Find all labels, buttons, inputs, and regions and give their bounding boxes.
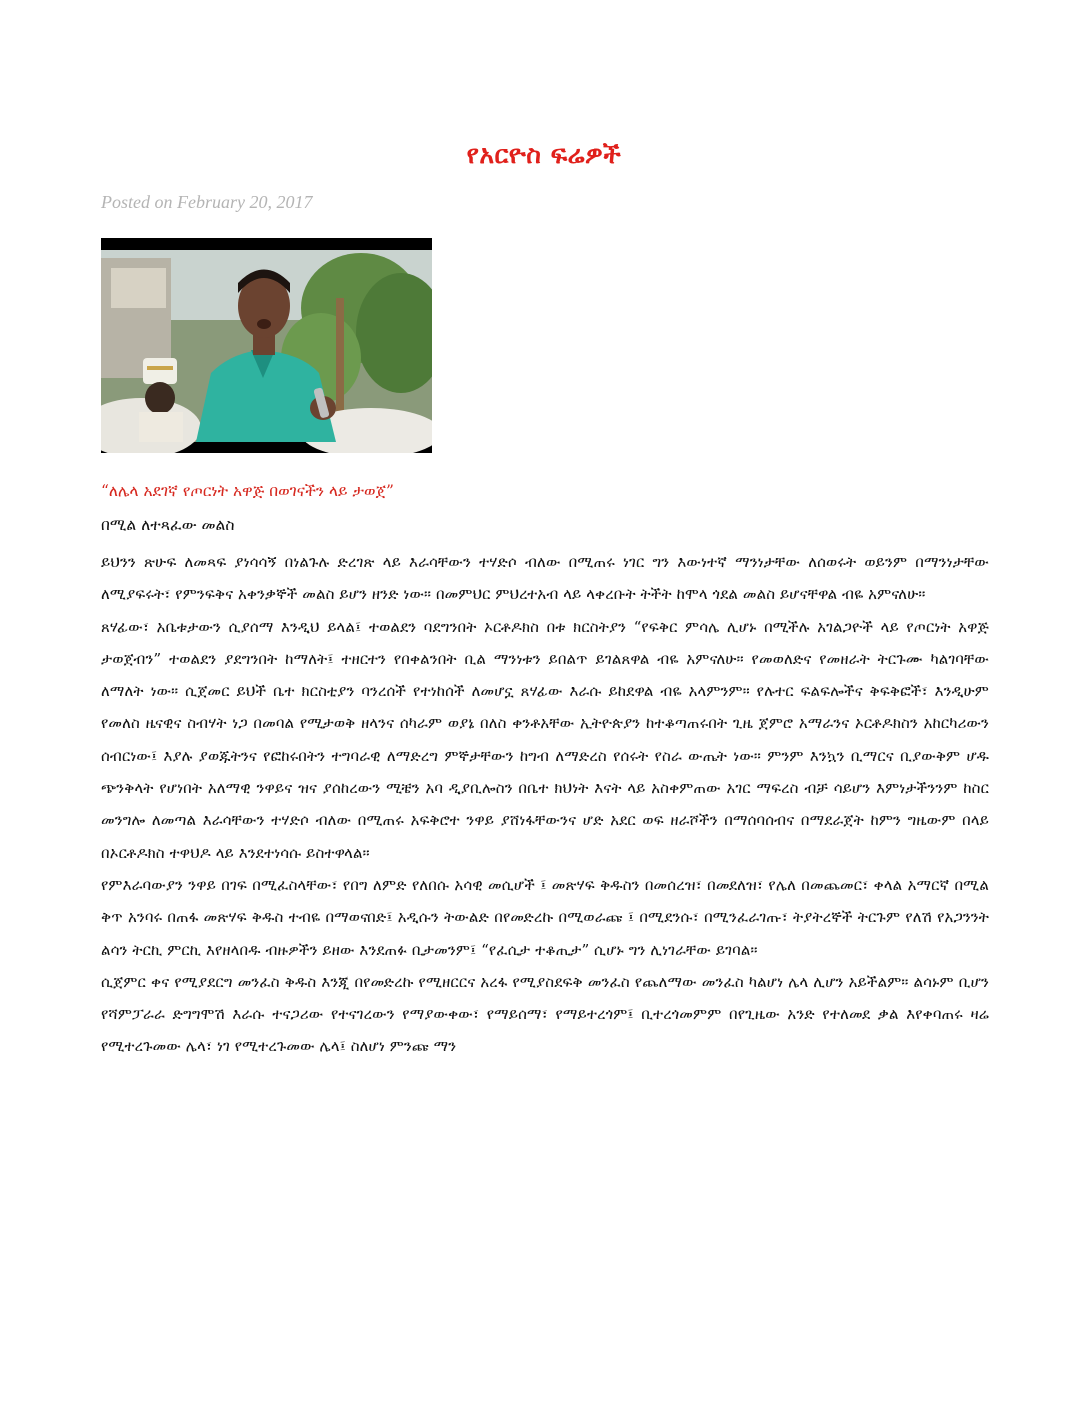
article-quote: “ለሌላ አደገኛ የጦርነት አዋጅ በወገናችን ላይ ታወጀ” xyxy=(101,482,394,500)
paragraph: ይህንን ጽሁፍ ለመጻፍ ያነሳሳኝ በነልጉሉ ድረገጽ ላይ እራሳቸውን ተሃድሶ ብለው በሚጠሩ ነገር ግን እውነተኛ ማንነታቸው ለሰወሩት ወይንም በማንነታቸው ለሚያፍሩት፣ የምንፍቅና አቀንቃኞች መልስ ይሆን ዘንድ ነው። በመምህር ምህረተአብ ላይ ላቀረቡት ትችት ከሞላ ጎደል መልስ ይሆናቸዋል ብዬ አምናለሁ። xyxy=(101,553,989,604)
singer-photo-icon xyxy=(101,238,432,453)
paragraph: የምእራባውያን ንዋይ በገፍ በሚፈስላቸው፣ የበግ ለምድ የለበሱ አሳዊ መሲሆች ፤ መጽሃፍ ቅዱስን በመሰረዝ፣ በመደለዝ፣ የሌለ በመጨመር፣ ቀላል አማርኛ በሚል ቅጥ አንባሩ በጠፋ መጽሃፍ ቅዱስ ተብዬ በማወናበድ፤ አዲሱን ትውልድ በየመድረኩ በሚወራጩ ፤ በሚደንሱ፣ በሚንፈራገጡ፣ ትያትረኞች ትርጉም የለሽ የአጋንንት ልሳን ትርኪ ምርኪ እየዘላበዱ ብዙዎችን ይዘው እንደጠፉ ቢታመንም፤ “የፈሲታ ተቆጢታ” ሲሆኑ ግን ሊነገራቸው ይገባል። xyxy=(101,875,989,959)
paragraph: ጸሃፊው፣ አቤቱታውን ሲያሰማ እንዲህ ይላል፤ ተወልደን ባደግንበት ኦርቶዶክስ በቱ ክርስትያን “የፍቅር ምሳሌ ሊሆኑ በሚችሉ አገልጋዮች ላይ የጦርነት አዋጅ ታወጀብን” ተወልደን ያደግንበት ከማለት፤ ተዘርተን የበቀልንበት ቢል ማንነቱን ይበልጥ ይገልጸዋል ብዬ አምናለሁ። የመወለድና የመዘራት ትርጉሙ ካልገባቸው ለማለት ነው። ሲጀመር ይህች ቤተ ክርስቲያን ባንረሰች የተነከሰች ለመሆኗ ጸሃፊው እራሱ ይከደዋል ብዬ አላምንም። የሉተር ፍልፍሎችና ቅፍቅፎች፣ እንዲሁም የመለስ ዜናዊና ስብሃት ነጋ በመባል የሚታወቅ ዘላንና ሰካራም ወያኔ በለስ ቀንቶአቸው ኢትዮጵያን ከተቆጣጠሩበት ጊዜ ጀምሮ አማራንና ኦርቶዶክስን አከርካሪውን ሰብርነው፤ እያሉ ያወጁትንና የፎከሩበትን ተግባራዊ ለማድረግ ምኞታቸውን ከግብ ለማድረስ የሰሩት የስራ ውጤት ነው። ምንም እንኳን ቢማርና ቢያውቅም ሆዱ ጭንቅላት የሆነበት አለማዊ ንዋይና ዝና ያሰከረውን ሚቼን አባ ዲያቢሎስን በቤተ ክህነት እናት ላይ አስቀምጠው አገር ማፍረስ ብቻ ሳይሆን እምነታችንንም ከስር መንግሎ ለመጣል እራሳቸውን ተሃድሶ ብለው በሚጠሩ አፍቅሮተ ንዋይ ያሸነፋቸውንና ሆድ አደር ወፍ ዘራሾችን በማሰባሰብና በማደራጀት ከምን ግዜውም በላይ በኦርቶዶክስ ተዋህዶ ላይ እንደተነሳሱ ይስተዋላል። xyxy=(101,617,989,862)
article-body xyxy=(101,546,989,1063)
article-title: የአርዮስ ፍሬዎች xyxy=(466,140,622,169)
paragraph: ሲጀምር ቀና የሚያደርግ መንፈስ ቅዱስ እንጂ በየመድረኩ የሚዘርርና አረፋ የሚያስደፍቅ መንፈስ የጨለማው መንፈስ ካልሆነ ሌላ ሊሆን አይችልም። ልሳኑም ቢሆን የሻምፓራራ ድግግሞሽ እራሱ ተናጋሪው የተናገረውን የማያውቀው፣ የማይሰማ፣ የማይተረጎም፤ ቢተረጎመምም በየጊዜው አንድ የተለመደ ቃል እየቀባጠሩ ዛሬ የሚተረጉመው ሌላ፣ ነገ የሚተረጉመው ሌላ፤ ስለሆነ ምንጩ ማን xyxy=(101,972,989,1056)
article-byline: በሚል ለተጻፈው መልስ xyxy=(101,516,235,534)
article-photo xyxy=(101,238,432,453)
posted-date: Posted on February 20, 2017 xyxy=(101,192,313,212)
